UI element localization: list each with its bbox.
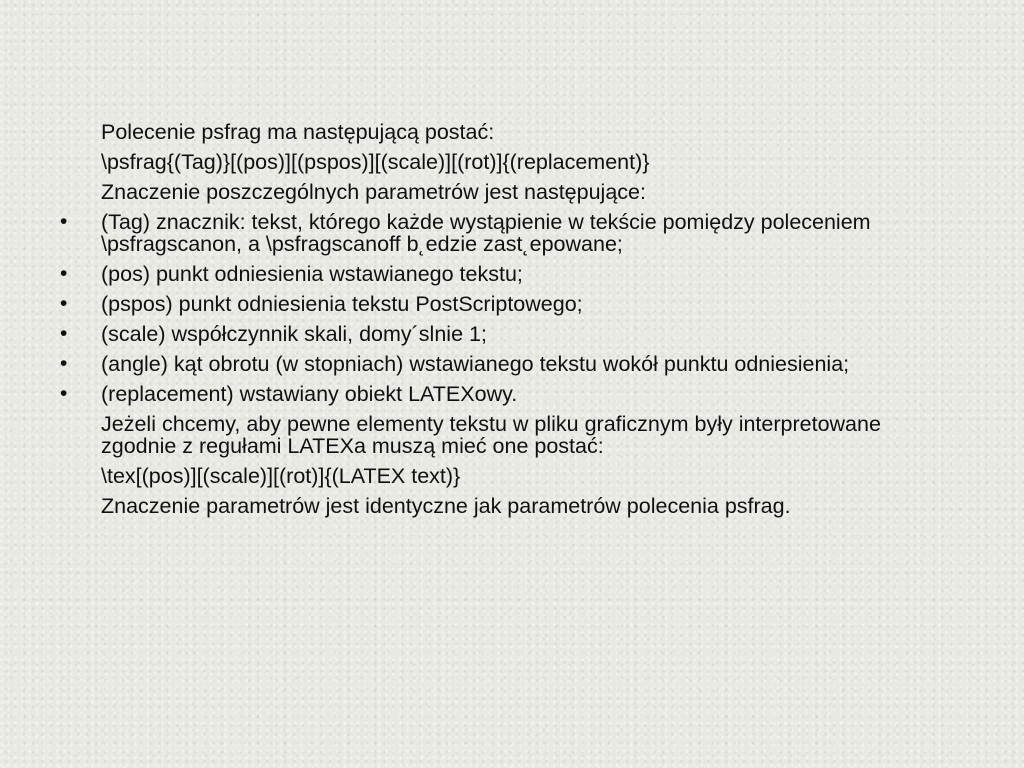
paragraph-psfrag-syntax [0, 151, 1000, 173]
paragraph-text: \tex[(pos)][(scale)][(rot)]{(LATEX text)} [101, 464, 461, 488]
list-item-scale [0, 323, 1000, 345]
bullet-marker: • [60, 262, 68, 285]
paragraph-text: Jeżeli chcemy, aby pewne elementy tekstu w pliku graficznym były interpretowane zgodnie z regułami LATEXa muszą mieć one postać: [101, 412, 881, 458]
list-item-text: (pspos) punkt odniesienia tekstu PostScriptowego; [101, 292, 583, 316]
paragraph-closing [0, 495, 1000, 517]
paragraph-intro [0, 121, 1000, 143]
list-item-tag [0, 211, 1000, 255]
paragraph-tex-syntax [0, 465, 1000, 487]
list-item-text: (replacement) wstawiany obiekt LATEXowy. [101, 382, 518, 406]
bullet-marker: • [60, 352, 68, 375]
bullet-marker: • [60, 382, 68, 405]
paragraph-text: \psfrag{(Tag)}[(pos)][(pspos)][(scale)][(rot)]{(replacement)} [101, 150, 650, 174]
list-item-text: (Tag) znacznik: tekst, którego każde wystąpienie w tekście pomiędzy poleceniem \psfragscanon, a \psfragscanoff b˛edzie zast˛epowane; [101, 210, 871, 256]
list-item-replacement [0, 383, 1000, 405]
list-item-angle [0, 353, 1000, 375]
paragraph-tex-intro [0, 413, 1000, 457]
bullet-marker: • [60, 292, 68, 315]
list-item-text: (scale) współczynnik skali, domy´slnie 1; [101, 322, 487, 346]
paragraph-text: Znaczenie poszczególnych parametrów jest następujące: [101, 180, 646, 204]
paragraph-text: Znaczenie parametrów jest identyczne jak parametrów polecenia psfrag. [101, 494, 791, 518]
list-item-text: (pos) punkt odniesienia wstawianego tekstu; [101, 262, 523, 286]
list-item-pos [0, 263, 1000, 285]
paragraph-params-intro [0, 181, 1000, 203]
paragraph-text: Polecenie psfrag ma następującą postać: [101, 120, 495, 144]
bullet-marker: • [60, 210, 68, 233]
bullet-marker: • [60, 322, 68, 345]
list-item-pspos [0, 293, 1000, 315]
list-item-text: (angle) kąt obrotu (w stopniach) wstawianego tekstu wokół punktu odniesienia; [101, 352, 850, 376]
slide-body [0, 121, 1000, 525]
